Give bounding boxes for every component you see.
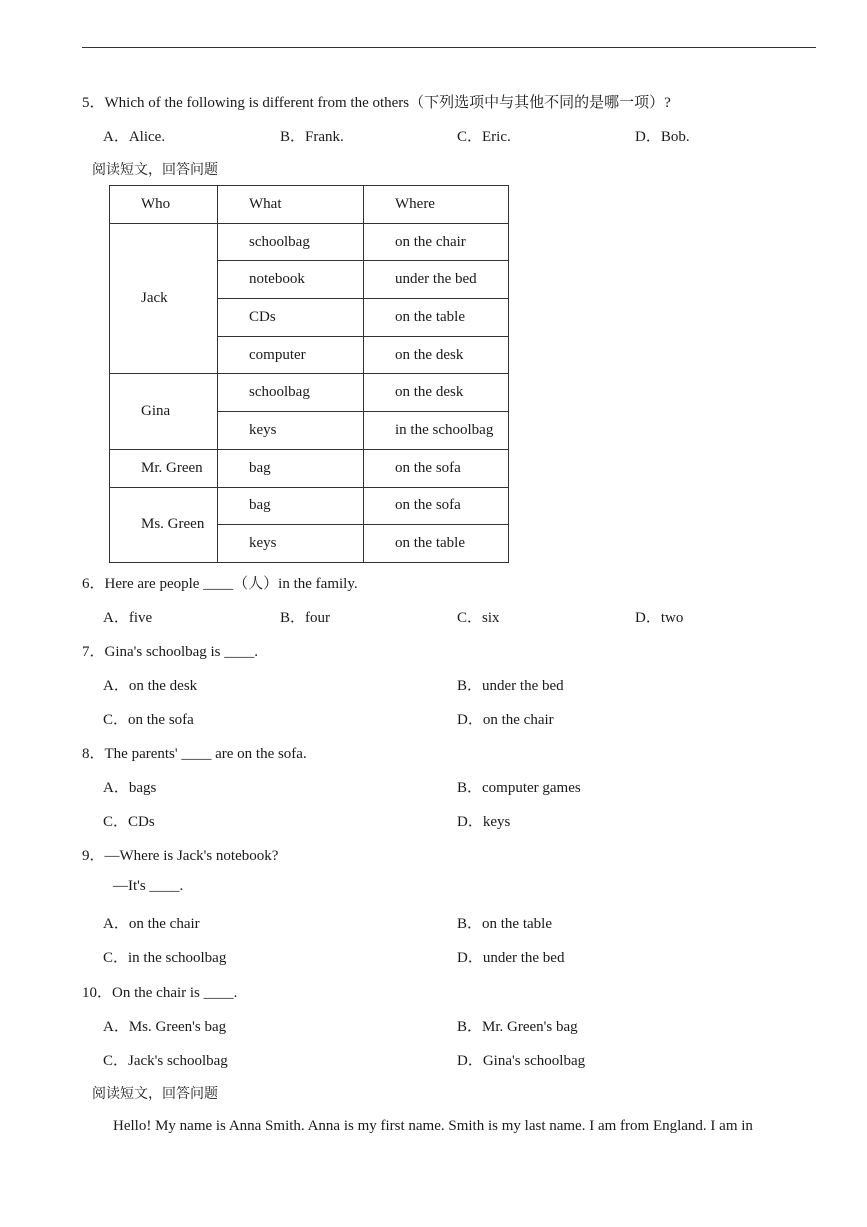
q6-option-a[interactable]: A．five [103,610,153,626]
q8-option-c[interactable]: C．CDs [103,814,155,830]
section-heading-2: 阅读短文，回答问题 [92,1086,218,1102]
what-cell: CDs [218,299,364,337]
table-row [110,449,509,487]
where-cell: in the schoolbag [364,412,509,450]
belongings-table [109,185,509,563]
q9-answer-line: —It's ____. [113,878,184,894]
what-cell: bag [218,449,364,487]
q6-option-c[interactable]: C．six [457,610,500,626]
question-8-prompt: 8．The parents' ____ are on the sofa. [82,746,307,762]
what-cell: keys [218,525,364,563]
what-cell: schoolbag [218,223,364,261]
table-header-row [110,186,509,224]
q10-option-a[interactable]: A．Ms. Green's bag [103,1019,227,1035]
q6-option-d[interactable]: D．two [635,610,684,626]
table-row [110,487,509,525]
q10-option-b[interactable]: B．Mr. Green's bag [457,1019,578,1035]
who-cell: Gina [110,374,218,449]
question-7-prompt: 7．Gina's schoolbag is ____. [82,644,259,660]
what-cell: schoolbag [218,374,364,412]
q8-option-a[interactable]: A．bags [103,780,157,796]
where-cell: on the desk [364,336,509,374]
where-cell: under the bed [364,261,509,299]
where-cell: on the desk [364,374,509,412]
q5-option-d[interactable]: D．Bob. [635,129,690,145]
table-row [110,223,509,261]
q6-option-b[interactable]: B．four [280,610,330,626]
what-cell: keys [218,412,364,450]
where-cell: on the chair [364,223,509,261]
q10-option-d[interactable]: D．Gina's schoolbag [457,1053,586,1069]
q5-option-a[interactable]: A．Alice. [103,129,166,145]
q7-option-a[interactable]: A．on the desk [103,678,198,694]
question-9-prompt: 9．—Where is Jack's notebook? [82,848,279,864]
q8-option-d[interactable]: D．keys [457,814,511,830]
where-cell: on the table [364,299,509,337]
q9-option-d[interactable]: D．under the bed [457,950,565,966]
what-cell: notebook [218,261,364,299]
question-5-prompt: 5．Which of the following is different from the others（下列选项中与其他不同的是哪一项）? [82,95,671,111]
q9-option-c[interactable]: C．in the schoolbag [103,950,227,966]
header-where: Where [364,186,509,224]
where-cell: on the table [364,525,509,563]
section-heading: 阅读短文，回答问题 [92,162,218,178]
passage-text: Hello! My name is Anna Smith. Anna is my first name. Smith is my last name. I am from England. I am in [113,1118,753,1134]
q9-option-b[interactable]: B．on the table [457,916,552,932]
q7-option-d[interactable]: D．on the chair [457,712,554,728]
q7-option-c[interactable]: C．on the sofa [103,712,194,728]
question-6-prompt: 6．Here are people ____（人）in the family. [82,576,358,592]
header-what: What [218,186,364,224]
who-cell: Jack [110,223,218,374]
q9-option-a[interactable]: A．on the chair [103,916,200,932]
who-cell: Ms. Green [110,487,218,562]
what-cell: computer [218,336,364,374]
q5-option-c[interactable]: C．Eric. [457,129,511,145]
where-cell: on the sofa [364,449,509,487]
what-cell: bag [218,487,364,525]
who-cell: Mr. Green [110,449,218,487]
question-10-prompt: 10．On the chair is ____. [82,985,238,1001]
header-rule [82,47,816,48]
table-row [110,374,509,412]
q7-option-b[interactable]: B．under the bed [457,678,564,694]
q5-option-b[interactable]: B．Frank. [280,129,344,145]
q10-option-c[interactable]: C．Jack's schoolbag [103,1053,228,1069]
where-cell: on the sofa [364,487,509,525]
header-who: Who [110,186,218,224]
q8-option-b[interactable]: B．computer games [457,780,581,796]
